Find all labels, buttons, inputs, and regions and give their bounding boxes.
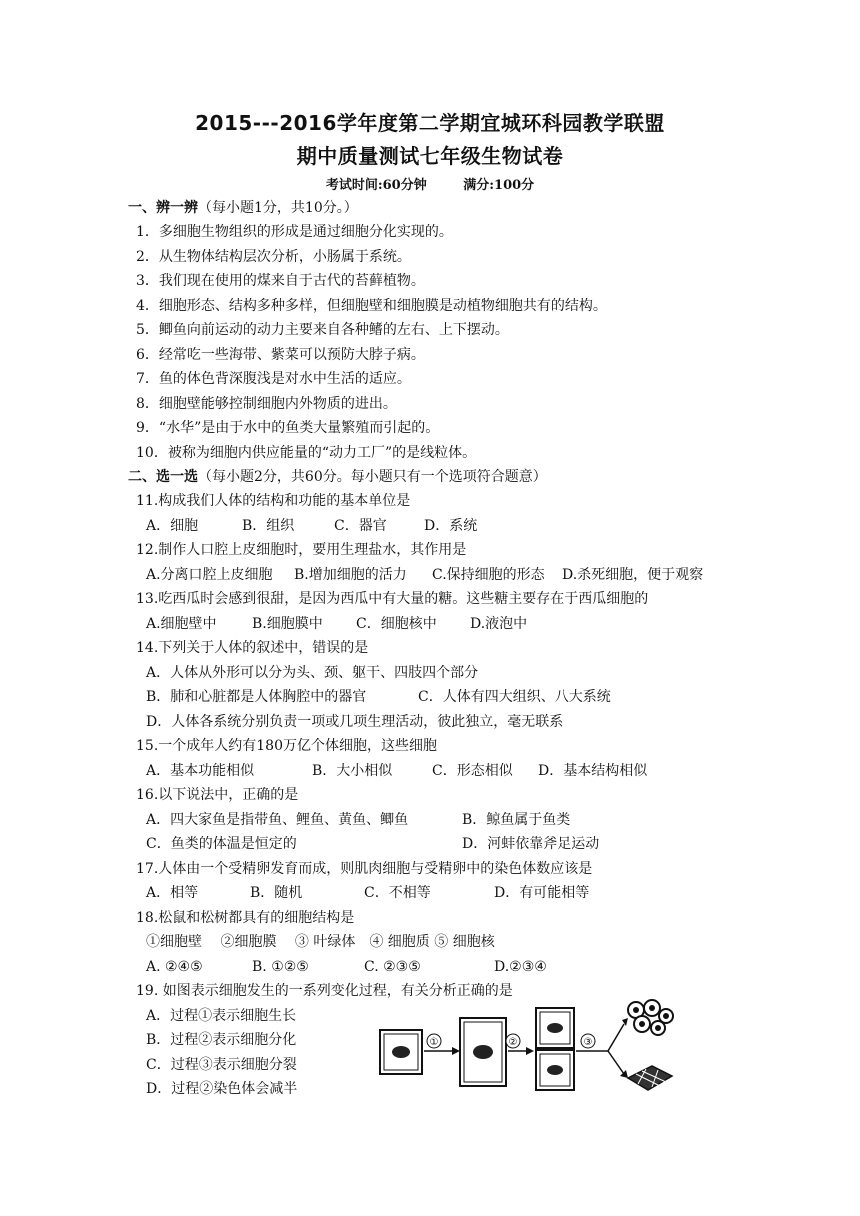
q12-stem: 12.制作人口腔上皮细胞时，要用生理盐水，其作用是 [136,542,467,558]
s1-item-2: 2．从生物体结构层次分析，小肠属于系统。 [136,249,411,265]
q14-opt-c: C．人体有四大组织、八大系统 [418,689,611,705]
q19-cell-process-diagram [376,996,676,1096]
q14-opt-d: D．人体各系统分别负责一项或几项生理活动，彼此独立，毫无联系 [146,714,564,730]
q11-opt-b: B．组织 [242,518,295,534]
q17-opt-a: A．相等 [146,885,199,901]
s1-item-8: 8．细胞壁能够控制细胞内外物质的进出。 [136,396,397,412]
s1-item-5: 5．鲫鱼向前运动的动力主要来自各种鳍的左右、上下摆动。 [136,322,509,338]
s1-item-9: 9．“水华”是由于水中的鱼类大量繁殖而引起的。 [136,420,440,436]
s1-item-4: 4．细胞形态、结构多种多样，但细胞壁和细胞膜是动植物细胞共有的结构。 [136,298,607,314]
section2-header [128,467,547,487]
q15-opt-a: A．基本功能相似 [146,763,255,779]
q16-opt-c: C．鱼类的体温是恒定的 [146,836,297,852]
q14-opt-b: B．肺和心脏都是人体胸腔中的器官 [146,689,367,705]
s1-item-7: 7．鱼的体色背深腹浅是对水中生活的适应。 [136,371,411,387]
cell-2 [460,1018,506,1086]
full-score: 满分:100分 [463,178,535,193]
q12-opt-b: B.增加细胞的活力 [294,567,407,583]
q11-opt-c: C．器官 [334,518,387,534]
s1-item-6: 6．经常吃一些海带、紫菜可以预防大脖子病。 [136,347,425,363]
q19-opt-a: A．过程①表示细胞生长 [146,1008,297,1024]
s1-item-1: 1．多细胞生物组织的形成是通过细胞分化实现的。 [136,224,453,240]
exam-title-line1: 2015---2016学年度第二学期宜城环科园教学联盟 [195,111,665,135]
q18-opt-d: D.②③④ [494,959,547,975]
q12-opt-c: C.保持细胞的形态 [432,567,545,583]
q12-opt-a: A.分离口腔上皮细胞 [146,567,273,583]
exam-title-line2: 期中质量测试七年级生物试卷 [296,144,564,168]
arrow-2-icon [506,1034,534,1055]
q12-opt-d: D.杀死细胞，便于观察 [562,567,704,583]
exam-time: 考试时间:60分钟 [325,178,427,193]
section1-header [128,198,358,218]
q17-opt-c: C．不相等 [364,885,431,901]
q19-stem: 19. 如图表示细胞发生的一系列变化过程，有关分析正确的是 [136,983,513,999]
q18-opt-b: B. ①②⑤ [252,959,309,975]
q16-stem: 16.以下说法中，正确的是 [136,787,299,803]
section2-note: （每小题2分，共60分。每小题只有一个选项符合题意） [198,469,547,485]
s1-item-10: 10．被称为细胞内供应能量的“动力工厂”的是线粒体。 [136,445,477,461]
step-2-label: ② [508,1037,518,1048]
cell-1 [380,1030,422,1074]
q13-opt-b: B.细胞膜中 [252,616,323,632]
tissue-round-cells [628,1000,673,1035]
q11-stem: 11.构成我们人体的结构和功能的基本单位是 [136,493,411,509]
arrow-3-icon [576,1018,628,1078]
q17-stem: 17.人体由一个受精卵发育而成，则肌肉细胞与受精卵中的染色体数应该是 [136,861,593,877]
q19-opt-c: C．过程③表示细胞分裂 [146,1057,297,1073]
q16-opt-a: A．四大家鱼是指带鱼、鲤鱼、黄鱼、鲫鱼 [146,812,409,828]
q16-opt-b: B．鲸鱼属于鱼类 [462,812,571,828]
q13-opt-a: A.细胞壁中 [146,616,217,632]
section1-note: （每小题1分，共10分。） [198,200,358,216]
q19-opt-d: D．过程②染色体会减半 [146,1081,298,1097]
q15-opt-d: D．基本结构相似 [538,763,648,779]
q13-opt-c: C．细胞核中 [356,616,437,632]
q18-stem: 18.松鼠和松树都具有的细胞结构是 [136,910,355,926]
q18-opt-c: C. ②③⑤ [364,959,421,975]
q13-opt-d: D.液泡中 [470,616,528,632]
q17-opt-d: D．有可能相等 [494,885,590,901]
q15-stem: 15.一个成年人约有180万亿个体细胞，这些细胞 [136,738,437,754]
section1-heading: 一、辨一辨 [128,200,198,216]
q18-parts: ①细胞壁 ②细胞膜 ③ 叶绿体 ④ 细胞质 ⑤ 细胞核 [146,934,495,950]
q11-opt-a: A．细胞 [146,518,199,534]
q18-opt-a: A. ②④⑤ [146,959,203,975]
q11-opt-d: D．系统 [424,518,478,534]
section2-heading: 二、选一选 [128,469,198,485]
q14-opt-a: A．人体从外形可以分为头、颈、躯干、四肢四个部分 [146,665,479,681]
q19-opt-b: B．过程②表示细胞分化 [146,1032,297,1048]
q13-stem: 13.吃西瓜时会感到很甜，是因为西瓜中有大量的糖。这些糖主要存在于西瓜细胞的 [136,591,649,607]
step-1-label: ① [429,1037,439,1048]
q15-opt-b: B．大小相似 [312,763,393,779]
exam-meta [0,174,860,193]
step-3-label: ③ [583,1037,593,1048]
s1-item-3: 3．我们现在使用的煤来自于古代的苔藓植物。 [136,273,425,289]
arrow-1-icon [424,1034,460,1055]
tissue-flat-cells [628,1066,672,1090]
q15-opt-c: C．形态相似 [432,763,513,779]
q16-opt-d: D．河蚌依靠斧足运动 [462,836,600,852]
q17-opt-b: B．随机 [250,885,303,901]
cell-3-divided [536,1008,574,1090]
q14-stem: 14.下列关于人体的叙述中，错误的是 [136,640,369,656]
